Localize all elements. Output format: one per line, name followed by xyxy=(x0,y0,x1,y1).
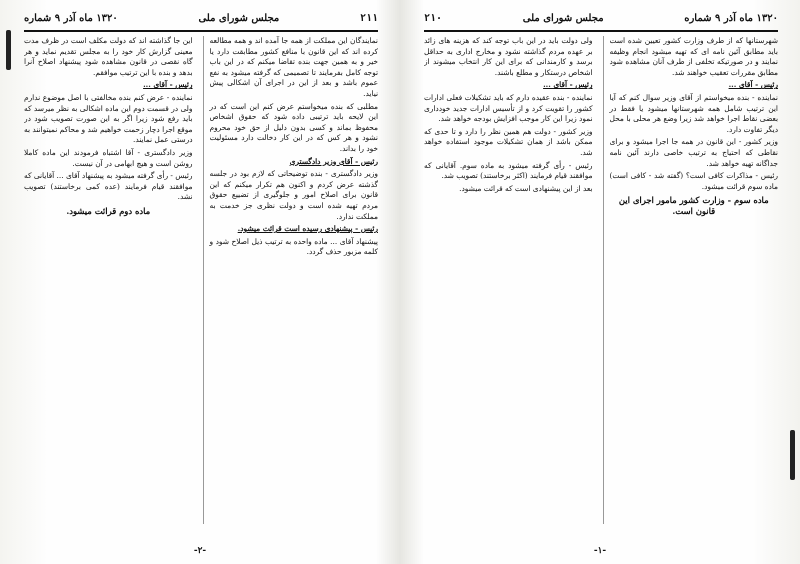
paragraph: بعد از این پیشنهادی است که قرائت میشود. xyxy=(459,183,593,193)
paragraph: شهرستانها که از طرف وزارت کشور تعیین شده است باید مطابق آئین نامه ای که تهیه میشود انجام وظیفه نمایند و در صورتیکه تخلفی از طرف آنان مشاهده شود مطابق مقررات تعقیب خواهند شد. xyxy=(609,36,778,77)
right-page-number: ۲۱۰ xyxy=(424,12,443,24)
left-page-column-2 xyxy=(24,36,193,524)
speaker-line: رئیس - آقای ... xyxy=(143,80,193,90)
paragraph: وزیر دادگستری - بنده توضیحاتی که لازم بود در جلسه گذشته عرض کردم و اکنون هم تکرار میکنم که این قانون برای اصلاح امور و جلوگیری از تضییع حقوق مردم تهیه شده است و دولت نظری جز خدمت به مملکت ندارد. xyxy=(209,169,378,221)
paragraph: وزیر دادگستری - آقا اشتباه فرمودند این ماده کاملا روشن است و هیچ ابهامی در آن نیست. xyxy=(24,147,193,168)
paragraph: این جا گذاشته اند که دولت مکلف است در ظرف مدت معینی گزارش کار خود را به مجلس تقدیم نماید و هر گاه نقصی در قانون مشاهده شود پیشنهاد اصلاح آنرا بدهد و بنده با این ترتیب موافقم. xyxy=(24,36,193,77)
scan-edge-mark xyxy=(6,30,11,70)
paragraph: نماینده - بنده عقیده دارم که باید تشکیلات فعلی ادارات کشور را تقویت کرد و از تأسیس ادارات جدید خودداری نمود زیرا این کار موجب افزایش بودجه خواهد شد. xyxy=(424,92,593,124)
paragraph: وزیر کشور - این قانون در همه جا اجرا میشود و برای نقاطی که احتیاج به ترتیب خاصی دارند آئین نامه جداگانه تهیه خواهد شد. xyxy=(609,137,778,168)
right-page-footer: -۱- xyxy=(593,546,607,556)
right-page-column-2 xyxy=(424,36,593,524)
right-page xyxy=(400,0,800,564)
section-heading: ماده سوم - وزارت کشور مامور اجرای این قانون است. xyxy=(618,195,769,216)
right-page-header xyxy=(424,8,778,32)
left-page-date: ۱۳۲۰ ماه آذر ۹ شماره xyxy=(24,12,118,24)
left-page-column-1 xyxy=(203,36,379,524)
paragraph: رئیس - مذاکرات کافی است؟ (گفته شد - کافی است) ماده سوم قرائت میشود. xyxy=(609,171,778,191)
left-page-number: ۲۱۱ xyxy=(359,12,378,24)
section-heading: ماده دوم قرائت میشود. xyxy=(66,205,151,216)
paragraph: رئیس - رأی گرفته میشود به ماده سوم. آقایانی که موافقند قیام فرمایند (اکثر برخاستند) تصویب شد. xyxy=(424,160,593,181)
paragraph: وزیر کشور - دولت هم همین نظر را دارد و تا حدی که ممکن باشد از همان تشکیلات موجود استفاده خواهد شد. xyxy=(424,126,593,157)
paragraph: مطلبی که بنده میخواستم عرض کنم این است که در این لایحه باید ترتیبی داده شود که حقوق اشخاص محفوظ بماند و کسی بدون دلیل از حق خود محروم نشود و هر کس که در این کار دخالت دارد مسئولیت خود را بداند. xyxy=(209,101,378,153)
left-page-title: مجلس شورای ملی xyxy=(198,12,280,24)
right-page-date: ۱۳۲۰ ماه آذر ۹ شماره xyxy=(684,12,778,24)
paragraph: نماینده - عرض کنم بنده مخالفتی با اصل موضوع ندارم ولی در قسمت دوم این ماده اشکالی به نظر میرسد که باید رفع شود زیرا اگر به این صورت تصویب شود در موقع اجرا دچار زحمت خواهیم شد و محاکم نمیتوانند به درستی عمل نمایند. xyxy=(24,92,193,145)
right-page-column-1 xyxy=(603,36,779,524)
paragraph: نمایندگان این مملکت از همه جا آمده اند و همه مطالعه کرده اند که این قانون با منافع کشور مطابقت دارد یا خیر و به همین جهت بنده تقاضا میکنم که در این باب توجه کامل بفرمایند تا تصمیمی که گرفته میشود به نفع عموم باشد و بعد از این در اجرای آن اشکالی پیش نیاید. xyxy=(209,36,378,98)
left-page-columns xyxy=(24,36,378,524)
speaker-line: رئیس - آقای وزیر دادگستری xyxy=(289,156,378,166)
right-page-title: مجلس شورای ملی xyxy=(522,12,604,24)
speaker-line: رئیس - آقای ... xyxy=(728,80,778,90)
paragraph: ولی دولت باید در این باب توجه کند که هزینه های زائد بر عهده مردم گذاشته نشود و مخارج اداری به حداقل برسد و کارمندانی که برای این کار انتخاب میشوند از اشخاص درستکار و مطلع باشند. xyxy=(424,36,593,77)
scan-edge-mark xyxy=(790,430,795,480)
speaker-line: رئیس - پیشنهادی رسیده است قرائت میشود. xyxy=(237,224,378,234)
paragraph: پیشنهاد آقای ... ماده واحده به ترتیب ذیل اصلاح شود و کلمه مزبور حذف گردد. xyxy=(209,236,378,257)
paragraph: رئیس - رأی گرفته میشود به پیشنهاد آقای ... آقایانی که موافقند قیام فرمایند (عده کمی برخاستند) تصویب نشد. xyxy=(24,171,193,202)
speaker-line: رئیس - آقای ... xyxy=(543,80,593,90)
left-page-footer: -۲- xyxy=(193,546,207,556)
paragraph: نماینده - بنده میخواستم از آقای وزیر سوال کنم که آیا این ترتیب شامل همه شهرستانها میشود یا فقط در بعضی نقاط اجرا خواهد شد زیرا وضع هر محلی با محل دیگر تفاوت دارد. xyxy=(609,92,778,134)
left-page-header xyxy=(24,8,378,32)
right-page-columns xyxy=(424,36,778,524)
